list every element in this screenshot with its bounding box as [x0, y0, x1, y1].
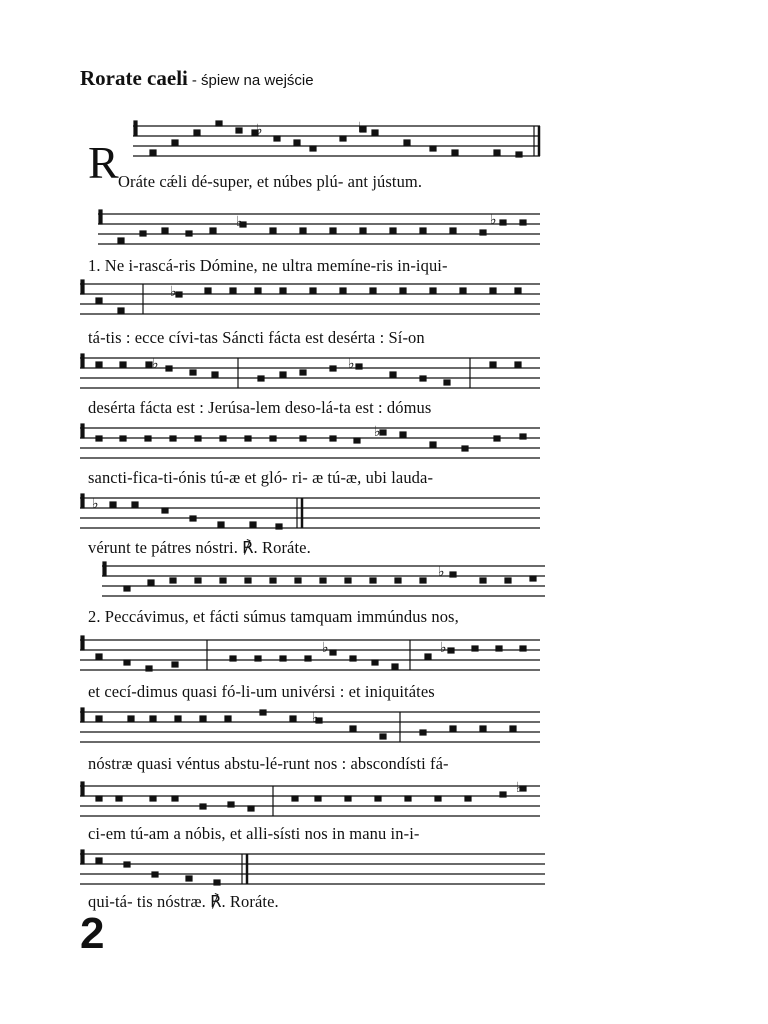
- staff-2: [98, 210, 540, 244]
- staff-3: [80, 280, 540, 314]
- staff-9: [80, 708, 540, 742]
- svg-text:♭: ♭: [170, 284, 177, 300]
- staff-8: [80, 636, 540, 671]
- svg-text:♭: ♭: [236, 214, 243, 230]
- staff-11: [80, 850, 545, 885]
- page-number: 2: [80, 909, 105, 958]
- svg-text:♭: ♭: [92, 496, 99, 512]
- svg-text:♭: ♭: [312, 710, 319, 726]
- lyric-line-7: 2. Peccávimus, et fácti súmus tamquam immúndus nos,: [88, 607, 459, 626]
- staff-1: [133, 121, 540, 157]
- chant-title: Rorate caeli: [80, 66, 188, 90]
- lyric-line-4: desérta fácta est : Jerúsa-lem deso-lá-ta est : dómus: [88, 398, 432, 417]
- svg-text:♭: ♭: [348, 356, 355, 372]
- lyric-line-5: sancti-fica-ti-ónis tú-æ et gló- ri- æ tú-æ, ubi lauda-: [88, 468, 434, 487]
- lyric-line-6: vérunt te pátres nóstri. ℟. Roráte.: [88, 538, 311, 557]
- svg-text:♭: ♭: [322, 640, 329, 656]
- svg-text:♭: ♭: [374, 424, 381, 440]
- lyric-line-1: Oráte cǽli dé-super, et núbes plú- ant jústum.: [118, 172, 423, 191]
- svg-text:♭: ♭: [516, 780, 523, 796]
- svg-text:♭: ♭: [256, 122, 263, 138]
- lyric-line-2: 1. Ne i-rascá-ris Dómine, ne ultra memíne-ris in-iqui-: [88, 256, 448, 275]
- lyric-line-3: tá-tis : ecce cívi-tas Sáncti fácta est desérta : Sí-on: [88, 328, 425, 347]
- staff-10: [80, 782, 540, 816]
- staff-7: [102, 562, 545, 596]
- initial-letter: R: [88, 137, 119, 188]
- staff-4: [80, 354, 540, 388]
- lyric-line-10: ci-em tú-am a nóbis, et alli-sísti nos in manu in-i-: [88, 824, 420, 843]
- svg-text:♭: ♭: [152, 356, 159, 372]
- chant-subtitle: - śpiew na wejście: [191, 72, 314, 89]
- lyric-line-11: qui-tá- tis nóstræ. ℟. Roráte.: [88, 892, 279, 911]
- staff-6: [80, 494, 540, 529]
- lyric-line-8: et cecí-dimus quasi fó-li-um univérsi : et iniquitátes: [88, 682, 435, 701]
- svg-text:♭: ♭: [440, 640, 447, 656]
- svg-text:♭: ♭: [438, 564, 445, 580]
- svg-text:♭: ♭: [358, 120, 365, 136]
- lyric-line-9: nóstræ quasi véntus abstu-lé-runt nos : abscondísti fá-: [88, 754, 449, 773]
- staff-5: [80, 424, 540, 458]
- svg-text:♭: ♭: [490, 212, 497, 228]
